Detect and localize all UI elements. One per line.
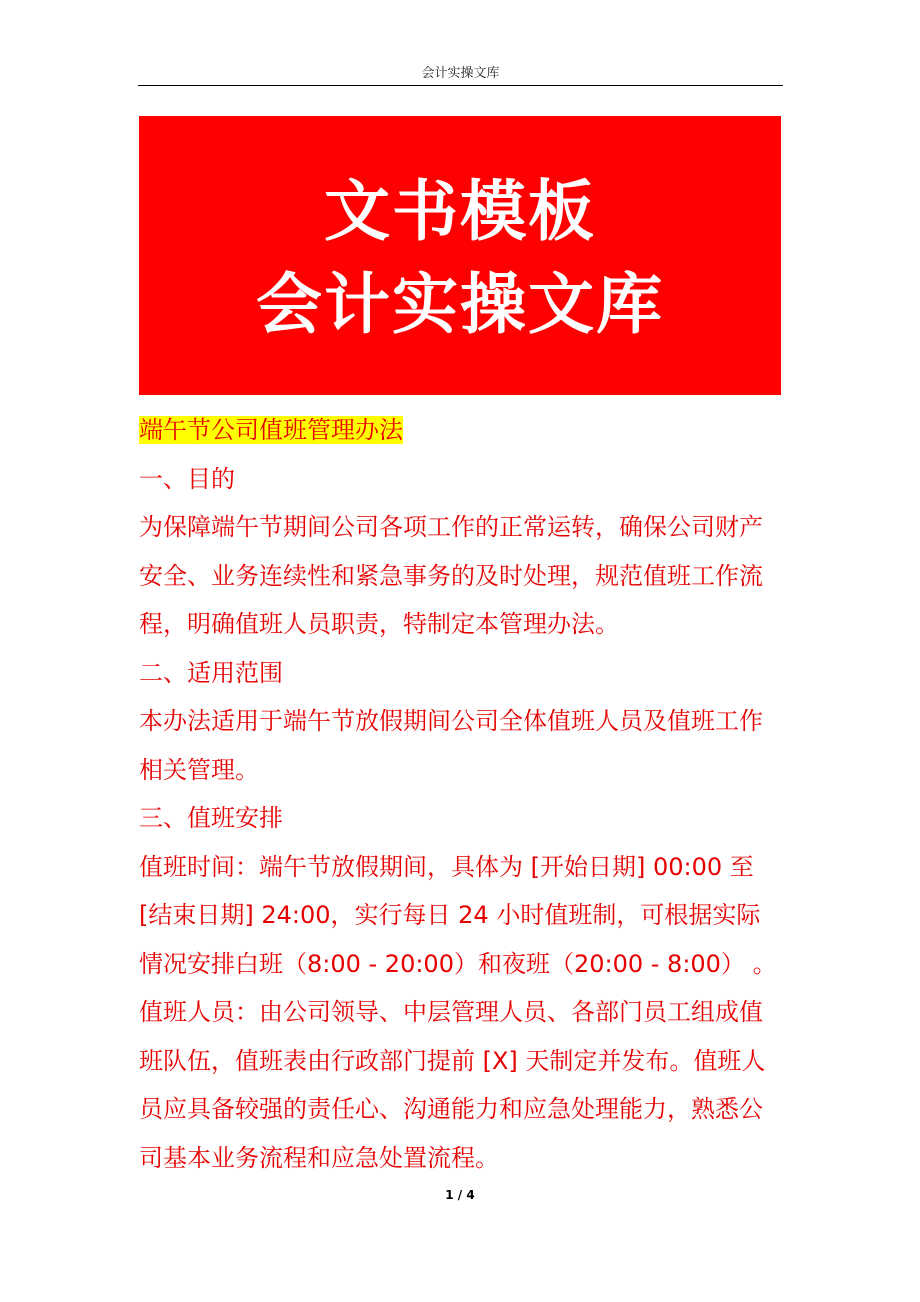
paragraph-purpose: 为保障端午节期间公司各项工作的正常运转，确保公司财产安全、业务连续性和紧急事务的及时处理，规范值班工作流程，明确值班人员职责，特制定本管理办法。 — [139, 513, 763, 638]
cover-banner — [139, 116, 781, 395]
section-heading-purpose: 一、目的 — [139, 464, 235, 493]
page-header: 会计实操文库 — [421, 66, 500, 81]
header-divider — [138, 85, 783, 86]
document-title — [139, 406, 784, 455]
document-body — [139, 406, 784, 1182]
paragraph-duty-staff: 值班人员：由公司领导、中层管理人员、各部门员工组成值班队伍，值班表由行政部门提前 [X] 天制定并发布。值班人员应具备较强的责任心、沟通能力和应急处理能力，熟悉公司基本业务流程和应急处置流程。 — [139, 998, 766, 1172]
banner-title-line2: 会计实操文库 — [256, 266, 664, 343]
document-title-text: 端午节公司值班管理办法 — [139, 416, 403, 444]
section-heading-scope: 二、适用范围 — [139, 658, 283, 687]
banner-title-line1: 文书模板 — [324, 173, 596, 250]
paragraph-duty-time: 值班时间：端午节放假期间，具体为 [开始日期] 00:00 至 [结束日期] 24:00，实行每日 24 小时值班制，可根据实际情况安排白班（8:00 - 20:00）和夜班（20:00 - 8:00） 。 — [139, 852, 777, 978]
paragraph-scope: 本办法适用于端午节放假期间公司全体值班人员及值班工作相关管理。 — [139, 707, 763, 784]
page-number: 1 / 4 — [445, 1188, 475, 1202]
section-heading-arrangement: 三、值班安排 — [139, 804, 283, 832]
